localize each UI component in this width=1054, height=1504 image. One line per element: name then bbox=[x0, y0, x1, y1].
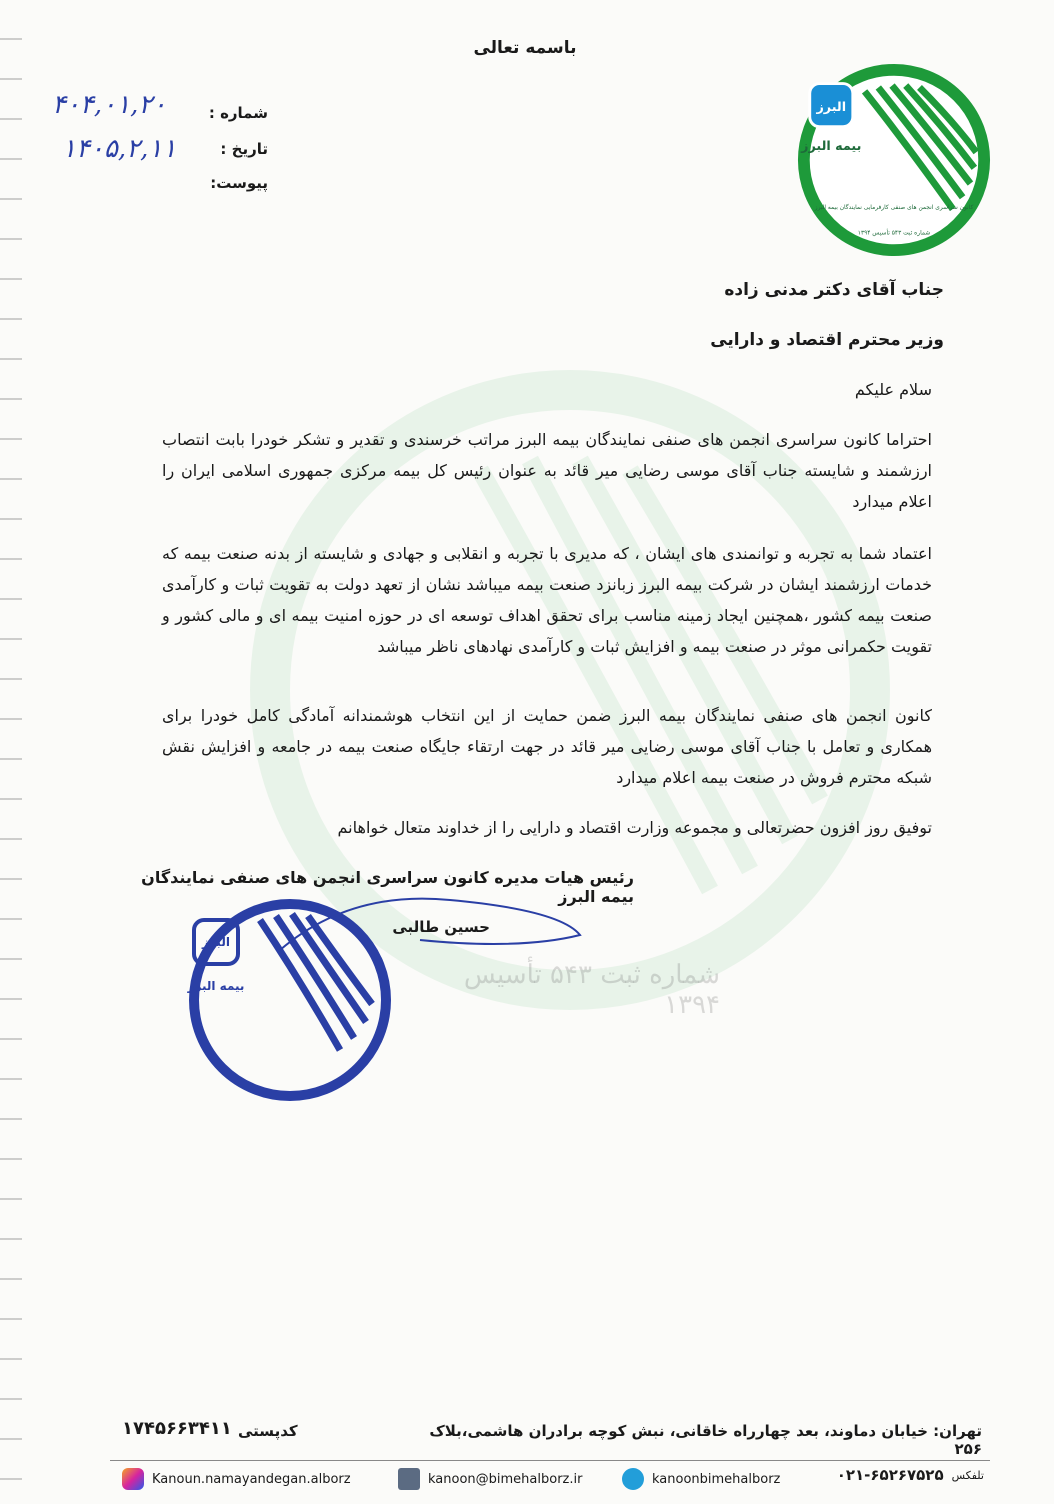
logo-caption: کانون سراسری انجمن های صنفی کارفرمایی نمایندگان بیمه البرز bbox=[814, 205, 974, 211]
recipient-name: جناب آقای دکتر مدنی زاده bbox=[724, 280, 944, 300]
stamp-mark: البرز bbox=[202, 935, 230, 949]
phone-number: ۰۲۱-۶۵۲۶۷۵۲۵ bbox=[836, 1466, 944, 1484]
recipient-title: وزیر محترم اقتصاد و دارایی bbox=[710, 330, 944, 350]
closing-line: توفیق روز افزون حضرتعالی و مجموعه وزارت اقتصاد و دارایی را از خداوند متعال خواهانم bbox=[337, 818, 932, 837]
watermark-text: شماره ثبت ۵۴۳ تأسیس ۱۳۹۴ bbox=[463, 960, 720, 1020]
instagram-handle: Kanoun.namayandegan.alborz bbox=[152, 1471, 351, 1487]
page-heading: باسمه تعالی bbox=[473, 38, 577, 58]
instagram-contact[interactable] bbox=[122, 1468, 351, 1490]
attachment-label: پیوست: bbox=[210, 174, 268, 192]
postal-code: ۱۷۴۵۶۶۳۴۱۱ bbox=[122, 1418, 232, 1439]
paragraph-1: احتراما کانون سراسری انجمن های صنفی نمایندگان بیمه البرز مراتب خرسندی و تقدیر و تشکر خودرا بابت انتصاب ارزشمند و شایسته جناب آقای موسی رضایی میر قائد به عنوان رئیس کل بیمه مرکزی جمهوری اسلامی ایران را اعلام میدارد bbox=[162, 430, 932, 511]
email-address: kanoon@bimehalborz.ir bbox=[428, 1471, 583, 1487]
date-label: تاریخ : bbox=[220, 140, 268, 158]
footer-address: تهران: خیابان دماوند، بعد چهارراه خاقانی، نبش کوچه برادران هاشمی،بلاک ۲۵۶ bbox=[429, 1422, 982, 1458]
logo-mark: البرز bbox=[816, 100, 847, 115]
phone-label: تلفکس bbox=[951, 1468, 984, 1482]
association-logo bbox=[796, 62, 992, 258]
email-icon bbox=[398, 1468, 420, 1490]
telegram-handle: kanoonbimehalborz bbox=[652, 1471, 781, 1487]
email-contact[interactable] bbox=[398, 1468, 582, 1490]
paragraph-3: کانون انجمن های صنفی نمایندگان بیمه البرز ضمن حمایت از این انتخاب هوشمندانه آمادگی کامل خودرا برای همکاری و تعامل با جناب آقای موسی رضایی میر قائد در جهت ارتقاء جایگاه صنعت بیمه در جامعه و افزایش نقش شبکه محترم فروش در صنعت بیمه اعلام میدارد bbox=[162, 706, 932, 787]
instagram-icon bbox=[122, 1468, 144, 1490]
telegram-icon bbox=[622, 1468, 644, 1490]
postal-label: کدپستی bbox=[238, 1422, 298, 1440]
greeting: سلام علیکم bbox=[854, 380, 932, 399]
stamp-brand: بیمه البرز bbox=[187, 979, 245, 993]
binding-edge bbox=[0, 0, 22, 1504]
paragraph-2: اعتماد شما به تجربه و توانمندی های ایشان ، که مدیری با تجربه و انقلابی و جهادی و شایسته از بدنه صنعت بیمه که خدمات ارزشمند ایشان در شرکت بیمه البرز زبانزد صنعت بیمه میباشد نشان از تعهد دولت به تقویت ثبات و کارآمدی صنعت بیمه کشور ،همچنین ایجاد زمینه مناسب برای تحقق اهداف توسعه ای در حوزه امنیت بیمه ای و مالی کشور و تقویت حکمرانی موثر در صنعت بیمه و افزایش ثبات و کارآمدی نهادهای ناظر میباشد bbox=[162, 544, 932, 656]
telegram-contact[interactable] bbox=[622, 1468, 780, 1490]
number-handwritten: ۴۰۴,۰۱,۲۰ bbox=[52, 90, 167, 120]
date-handwritten: ۱۴۰۵,۲,۱۱ bbox=[62, 134, 177, 164]
logo-registration: شماره ثبت ۵۴۳ تأسیس ۱۳۹۴ bbox=[857, 230, 931, 237]
phone-contact bbox=[837, 1466, 984, 1484]
footer-divider bbox=[110, 1460, 990, 1461]
number-label: شماره : bbox=[208, 104, 268, 122]
signer-name: حسین طالبی bbox=[392, 918, 490, 936]
signatory-position: رئیس هیات مدیره کانون سراسری انجمن های صنفی نمایندگان بیمه البرز bbox=[141, 868, 634, 906]
logo-brand: بیمه البرز bbox=[801, 139, 862, 155]
